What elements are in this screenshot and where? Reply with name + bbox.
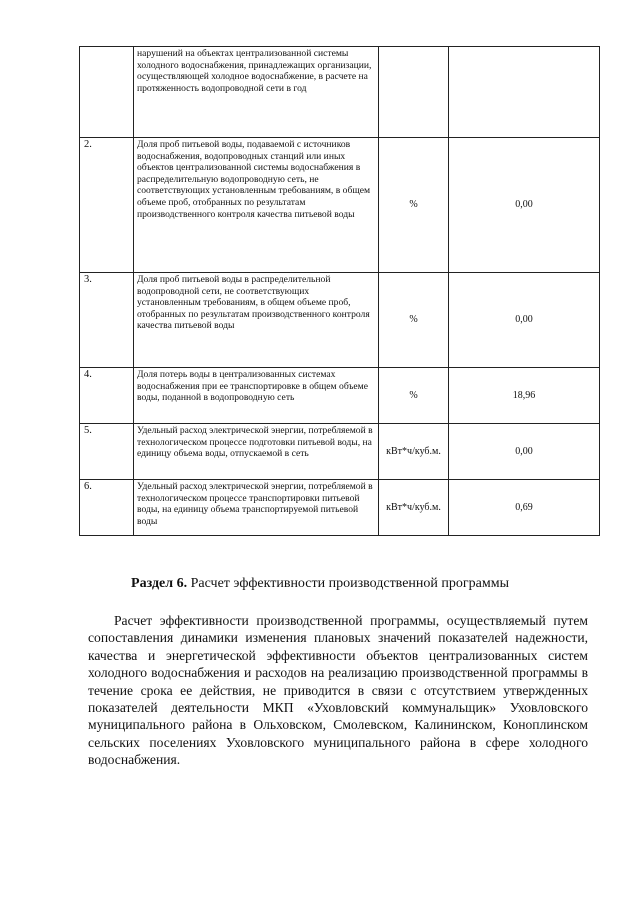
indicator-text: Удельный расход электрической энергии, потребляемой в технологическом процессе подготовки питьевой воды, на единицу объема воды, отпускаемой в сеть bbox=[134, 424, 379, 480]
indicator-text: нарушений на объектах централизованной системы холодного водоснабжения, принадлежащих организации, осуществляющей холодное водоснабжение, в расчете на протяженность водопроводной сети в год bbox=[134, 47, 379, 138]
unit-cell: % bbox=[379, 273, 449, 368]
unit-cell bbox=[379, 47, 449, 138]
table-row bbox=[80, 424, 600, 480]
table-row bbox=[80, 368, 600, 424]
indicators-table bbox=[79, 46, 600, 536]
value-cell bbox=[449, 47, 600, 138]
row-number: 4. bbox=[80, 368, 134, 424]
table-row bbox=[80, 273, 600, 368]
unit-cell: кВт*ч/куб.м. bbox=[379, 480, 449, 536]
indicator-text: Доля проб питьевой воды в распределительной водопроводной сети, не соответствующих установленным требованиям, в общем объеме проб, отобранных по результатам производственного контроля качества питьевой воды bbox=[134, 273, 379, 368]
section-label: Раздел 6. bbox=[131, 576, 188, 591]
value-cell: 0,00 bbox=[449, 138, 600, 273]
value-cell: 0,69 bbox=[449, 480, 600, 536]
value-cell: 0,00 bbox=[449, 424, 600, 480]
indicator-text: Доля потерь воды в централизованных системах водоснабжения при ее транспортировке в общем объеме воды, поданной в водопроводную сеть bbox=[134, 368, 379, 424]
value-cell: 0,00 bbox=[449, 273, 600, 368]
section-heading bbox=[0, 576, 640, 592]
row-number: 2. bbox=[80, 138, 134, 273]
row-number: 6. bbox=[80, 480, 134, 536]
body-paragraph: Расчет эффективности производственной программы, осуществляемый путем сопоставления динамики изменения плановых значений показателей надежности, качества и энергетической эффективности объектов централизованных систем холодного водоснабжения и расходов на реализацию производственной программы в течение срока ее действия, не приводится в связи с отсутствием утвержденных показателей деятельности МКП «Уховловский коммунальщик» Уховловского муниципального района в Ольховском, Смолевском, Калининском, Коноплинском сельских поселениях Уховловского муниципального района в сфере холодного водоснабжения. bbox=[88, 613, 588, 768]
table-row bbox=[80, 480, 600, 536]
table-row bbox=[80, 47, 600, 138]
row-number bbox=[80, 47, 134, 138]
table-row bbox=[80, 138, 600, 273]
indicators-table-wrapper bbox=[79, 46, 600, 536]
value-cell: 18,96 bbox=[449, 368, 600, 424]
unit-cell: % bbox=[379, 138, 449, 273]
indicator-text: Удельный расход электрической энергии, потребляемой в технологическом процессе транспортировки питьевой воды, на единицу объема транспортируемой питьевой воды bbox=[134, 480, 379, 536]
indicator-text: Доля проб питьевой воды, подаваемой с источников водоснабжения, водопроводных станций или иных объектов централизованной системы водоснабжения в распределительную водопроводную сеть, не соответствующих установленным требованиям, в общем объеме проб, отобранных по результатам производственного контроля качества питьевой воды bbox=[134, 138, 379, 273]
row-number: 3. bbox=[80, 273, 134, 368]
unit-cell: % bbox=[379, 368, 449, 424]
row-number: 5. bbox=[80, 424, 134, 480]
section-title: Расчет эффективности производственной программы bbox=[187, 576, 509, 591]
unit-cell: кВт*ч/куб.м. bbox=[379, 424, 449, 480]
